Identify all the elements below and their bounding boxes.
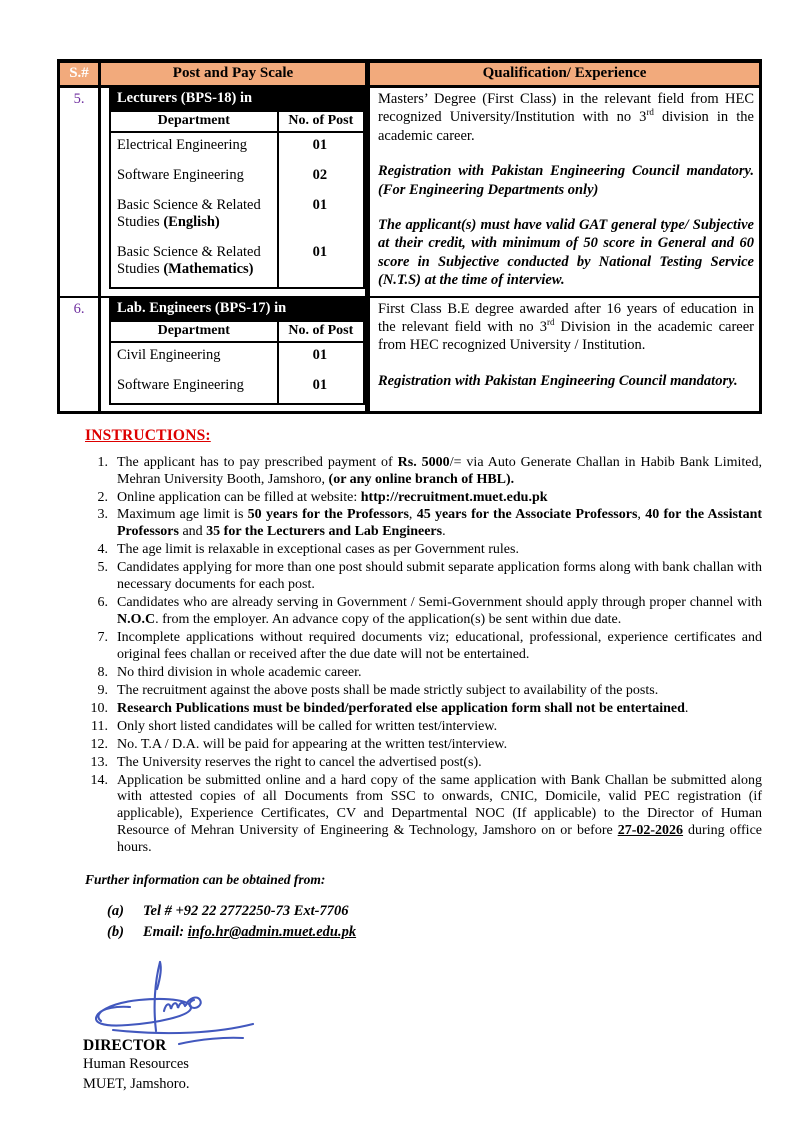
department-row bbox=[110, 193, 364, 240]
instruction-number: 12. bbox=[90, 736, 108, 752]
instructions-heading: INSTRUCTIONS: bbox=[85, 426, 211, 444]
post-count: 01 bbox=[312, 197, 328, 213]
instruction-item bbox=[85, 737, 762, 754]
instruction-number: 6. bbox=[97, 595, 108, 611]
post-title-bar: Lab. Engineers (BPS-17) in bbox=[109, 298, 365, 320]
post-count: 01 bbox=[312, 137, 328, 153]
instructions-section bbox=[85, 427, 762, 858]
qualification-paragraph: Registration with Pakistan Engineering Council mandatory. bbox=[378, 372, 738, 389]
department-table bbox=[109, 110, 365, 289]
no-of-post-column-header: No. of Post bbox=[278, 111, 364, 132]
instruction-item bbox=[85, 507, 762, 541]
department-row bbox=[110, 240, 364, 288]
contact-text: Tel # +92 22 2772250-73 Ext-7706 bbox=[143, 903, 349, 920]
signatory-organization: MUET, Jamshoro. bbox=[83, 1075, 190, 1092]
instruction-item bbox=[85, 755, 762, 772]
post-row bbox=[59, 87, 761, 297]
qualification-cell bbox=[368, 297, 761, 413]
instruction-number: 3. bbox=[97, 507, 108, 523]
post-count: 01 bbox=[312, 244, 328, 260]
instruction-text: No third division in whole academic career. bbox=[117, 664, 362, 680]
instruction-text: The age limit is relaxable in exceptional cases as per Government rules. bbox=[117, 542, 519, 558]
instruction-number: 11. bbox=[91, 718, 108, 734]
department-column-header: Department bbox=[110, 321, 278, 342]
instruction-text: The recruitment against the above posts shall be made strictly subject to availability of the posts. bbox=[117, 682, 659, 698]
department-table-header bbox=[110, 111, 364, 132]
department-header-row bbox=[110, 111, 364, 132]
department-header-row bbox=[110, 321, 364, 342]
department-name: Basic Science & Related Studies (Mathematics) bbox=[110, 240, 278, 288]
department-name: Basic Science & Related Studies (English) bbox=[110, 193, 278, 240]
serial-number: 5. bbox=[59, 87, 100, 297]
instruction-text: Candidates applying for more than one post should submit separate application forms along with bank challan with necessary documents for each post. bbox=[117, 560, 762, 593]
signature-block bbox=[83, 953, 762, 1094]
instruction-text: Candidates who are already serving in Government / Semi-Government should apply through proper channel with N.O.C. from the employer. An advance copy of the application(s) be sent within due date. bbox=[117, 595, 762, 628]
post-count: 01 bbox=[312, 346, 328, 363]
instruction-number: 10. bbox=[90, 700, 108, 716]
instructions-list bbox=[85, 455, 762, 858]
instruction-item bbox=[85, 701, 762, 718]
contact-label: (a) bbox=[107, 903, 124, 920]
instruction-number: 5. bbox=[97, 560, 108, 576]
department-row bbox=[110, 132, 364, 163]
signatory-department: Human Resources bbox=[83, 1056, 189, 1073]
instruction-number: 13. bbox=[90, 754, 108, 770]
instruction-text: Research Publications must be binded/perforated else application form shall not be entertained. bbox=[117, 700, 689, 716]
instruction-item bbox=[85, 490, 762, 507]
table-header-row bbox=[59, 61, 761, 87]
department-row bbox=[110, 342, 364, 373]
instruction-text: No. T.A / D.A. will be paid for appearing at the written test/interview. bbox=[117, 736, 508, 752]
contact-text: Email: info.hr@admin.muet.edu.pk bbox=[143, 924, 357, 941]
contact-list bbox=[85, 901, 762, 943]
instruction-number: 7. bbox=[97, 630, 108, 646]
signatory-title: DIRECTOR bbox=[83, 1037, 167, 1055]
post-and-pay-cell bbox=[100, 87, 368, 297]
instruction-number: 14. bbox=[90, 772, 108, 788]
post-and-pay-cell bbox=[100, 297, 368, 413]
qualification-cell bbox=[368, 87, 761, 297]
instruction-number: 8. bbox=[97, 664, 108, 680]
instruction-number: 9. bbox=[97, 682, 108, 698]
instruction-item bbox=[85, 683, 762, 700]
instruction-item bbox=[85, 595, 762, 629]
qualification-paragraph: First Class B.E degree awarded after 16 years of education in the relevant field with no 3rd Division in the academic career from HEC recognized University / Institution. bbox=[378, 300, 754, 354]
header-qualification-experience: Qualification/ Experience bbox=[368, 61, 761, 87]
department-name: Software Engineering bbox=[110, 373, 278, 404]
instruction-item bbox=[85, 773, 762, 858]
department-table bbox=[109, 320, 365, 405]
contact-line bbox=[107, 922, 762, 943]
instruction-item bbox=[85, 665, 762, 682]
contact-line bbox=[107, 901, 762, 922]
instruction-number: 2. bbox=[97, 489, 108, 505]
instruction-item bbox=[85, 719, 762, 736]
instruction-item bbox=[85, 542, 762, 559]
instruction-item bbox=[85, 455, 762, 489]
instruction-text: Maximum age limit is 50 years for the Professors, 45 years for the Associate Professors, 40 for the Assistant Professors and 35 for the Lecturers and Lab Engineers. bbox=[117, 507, 763, 540]
department-column-header: Department bbox=[110, 111, 278, 132]
header-post-and-pay-scale: Post and Pay Scale bbox=[100, 61, 368, 87]
instruction-item bbox=[85, 630, 762, 664]
department-row bbox=[110, 373, 364, 404]
instruction-text: The applicant has to pay prescribed payment of Rs. 5000/= via Auto Generate Challan in Habib Bank Limited, Mehran University Booth, Jamshoro, (or any online branch of HBL). bbox=[117, 454, 762, 487]
post-count: 01 bbox=[312, 376, 328, 393]
instruction-number: 4. bbox=[97, 542, 108, 558]
department-name: Electrical Engineering bbox=[110, 132, 278, 163]
further-information-section bbox=[85, 872, 762, 943]
instruction-text: Only short listed candidates will be called for written test/interview. bbox=[117, 718, 498, 734]
department-name: Software Engineering bbox=[110, 163, 278, 193]
instruction-number: 1. bbox=[97, 454, 108, 470]
header-serial-number: S.# bbox=[59, 61, 100, 87]
instruction-text: Incomplete applications without required documents viz; educational, professional, experience certificates and original fees challan or received after the due date will not be entertained. bbox=[117, 630, 762, 662]
serial-number: 6. bbox=[59, 297, 100, 413]
instruction-item bbox=[85, 560, 762, 594]
department-name: Civil Engineering bbox=[110, 342, 278, 373]
instruction-text: Online application can be filled at website: http://recruitment.muet.edu.pk bbox=[117, 489, 548, 505]
instruction-text: Application be submitted online and a hard copy of the same application with Bank Challan be submitted along with attested copies of all Documents from SSC to onwards, CNIC, Domicile, valid PEC registration (if applicable), Experience Certificates, CV and Departmental NOC (If applicable) to the Director of Human Resource of Mehran University of Engineering & Technology, Jamshoro on or before 27-02-2026 during office hours. bbox=[117, 772, 762, 856]
post-count: 02 bbox=[312, 167, 328, 183]
no-of-post-column-header: No. of Post bbox=[278, 321, 364, 342]
further-information-title: Further information can be obtained from: bbox=[85, 872, 326, 888]
qualification-paragraph: The applicant(s) must have valid GAT general type/ Subjective at their credit, with minimum of 50 score in General and 60 score in Subjective conducted by National Testing Service (N.T.S) at the time of interview. bbox=[378, 217, 754, 289]
qualification-paragraph: Registration with Pakistan Engineering Council mandatory. (For Engineering Departments only) bbox=[378, 163, 754, 198]
department-table-header bbox=[110, 321, 364, 342]
contact-label: (b) bbox=[107, 924, 124, 941]
instruction-text: The University reserves the right to cancel the advertised post(s). bbox=[117, 754, 482, 770]
post-row bbox=[59, 297, 761, 413]
post-title-bar: Lecturers (BPS-18) in bbox=[109, 88, 365, 110]
qualification-paragraph: Masters’ Degree (First Class) in the relevant field from HEC recognized University/Institution with no 3rd division in the academic career. bbox=[378, 91, 754, 144]
department-row bbox=[110, 163, 364, 193]
posts-table bbox=[57, 59, 762, 414]
